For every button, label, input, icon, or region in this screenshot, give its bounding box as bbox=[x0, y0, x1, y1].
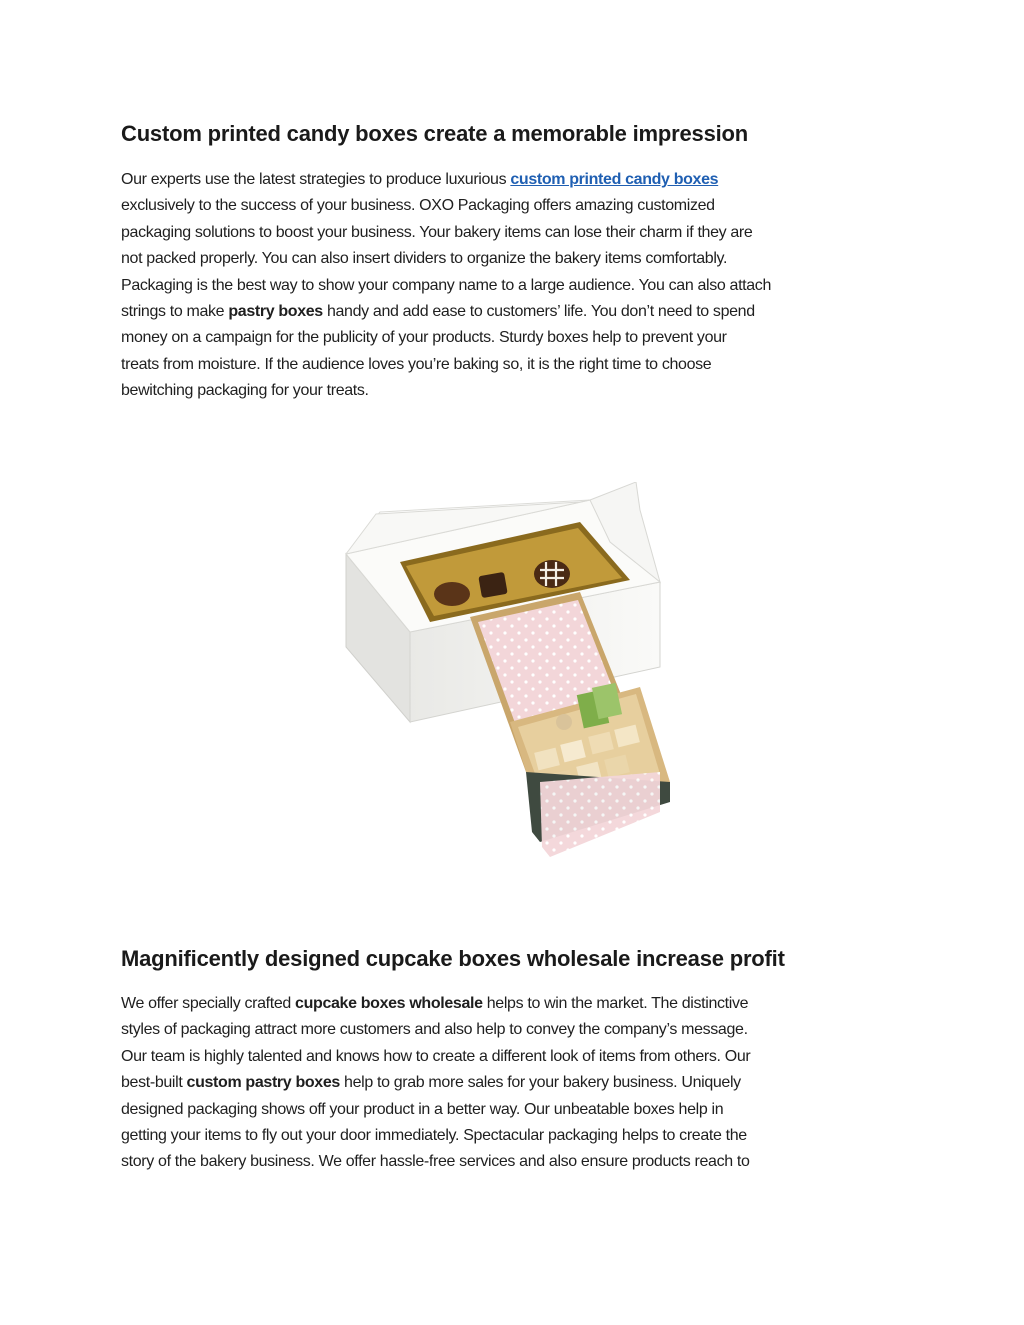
text-run: treats from moisture. If the audience loves you’re baking so, it is the right time to choose bbox=[121, 355, 712, 373]
custom-printed-candy-boxes-link[interactable]: custom printed candy boxes bbox=[510, 171, 719, 188]
text-line bbox=[121, 378, 911, 404]
text-run: designed packaging shows off your product in a better way. Our unbeatable boxes help in bbox=[121, 1100, 724, 1118]
text-line bbox=[121, 1149, 911, 1175]
section-heading-candy-boxes: Custom printed candy boxes create a memorable impression bbox=[121, 121, 749, 146]
bold-keyword: pastry boxes bbox=[228, 303, 323, 321]
text-run: Packaging is the best way to show your company name to a large audience. You can also attach bbox=[121, 276, 772, 294]
text-run: help to grab more sales for your bakery business. Uniquely bbox=[339, 1074, 741, 1092]
candy-boxes-photo bbox=[340, 482, 670, 872]
text-line bbox=[121, 991, 911, 1017]
section-paragraph-candy-boxes bbox=[121, 167, 911, 405]
text-line bbox=[121, 1017, 911, 1043]
text-run: best-built bbox=[121, 1074, 187, 1092]
text-line bbox=[121, 1070, 911, 1096]
text-line bbox=[121, 352, 911, 378]
text-run: handy and add ease to customers’ life. You don’t need to spend bbox=[322, 303, 755, 321]
bold-keyword: cupcake boxes wholesale bbox=[295, 995, 483, 1012]
text-run: Our team is highly talented and knows how to create a different look of items from others. Our bbox=[121, 1047, 751, 1065]
bold-keyword: custom pastry boxes bbox=[186, 1074, 340, 1092]
text-line bbox=[121, 1044, 911, 1070]
text-run: styles of packaging attract more customers and also help to convey the company’s message. bbox=[121, 1021, 748, 1039]
text-run: story of the bakery business. We offer hassle-free services and also ensure products reach to bbox=[121, 1153, 750, 1171]
text-run: We offer specially crafted bbox=[121, 995, 296, 1012]
text-line bbox=[121, 167, 911, 193]
text-run: packaging solutions to boost your business. Your bakery items can lose their charm if they are bbox=[121, 223, 753, 241]
text-run: strings to make bbox=[121, 303, 229, 321]
text-run: getting your items to fly out your door immediately. Spectacular packaging helps to create the bbox=[121, 1127, 747, 1145]
text-run: bewitching packaging for your treats. bbox=[121, 382, 369, 400]
text-run: exclusively to the success of your business. OXO Packaging offers amazing customized bbox=[121, 197, 715, 215]
text-run: helps to win the market. The distinctive bbox=[482, 995, 749, 1012]
text-line bbox=[121, 220, 911, 246]
text-line bbox=[121, 193, 911, 219]
section-paragraph-cupcake-boxes bbox=[121, 991, 911, 1176]
text-line bbox=[121, 299, 911, 325]
text-line bbox=[121, 1123, 911, 1149]
text-run: Our experts use the latest strategies to produce luxurious bbox=[121, 171, 511, 188]
text-line bbox=[121, 1097, 911, 1123]
text-run: money on a campaign for the publicity of your products. Sturdy boxes help to prevent your bbox=[121, 329, 727, 347]
text-line bbox=[121, 273, 911, 299]
text-line bbox=[121, 246, 911, 272]
text-run: not packed properly. You can also insert dividers to organize the bakery items comfortably. bbox=[121, 250, 728, 268]
section-heading-cupcake-boxes: Magnificently designed cupcake boxes wholesale increase profit bbox=[121, 946, 785, 971]
text-line bbox=[121, 325, 911, 351]
